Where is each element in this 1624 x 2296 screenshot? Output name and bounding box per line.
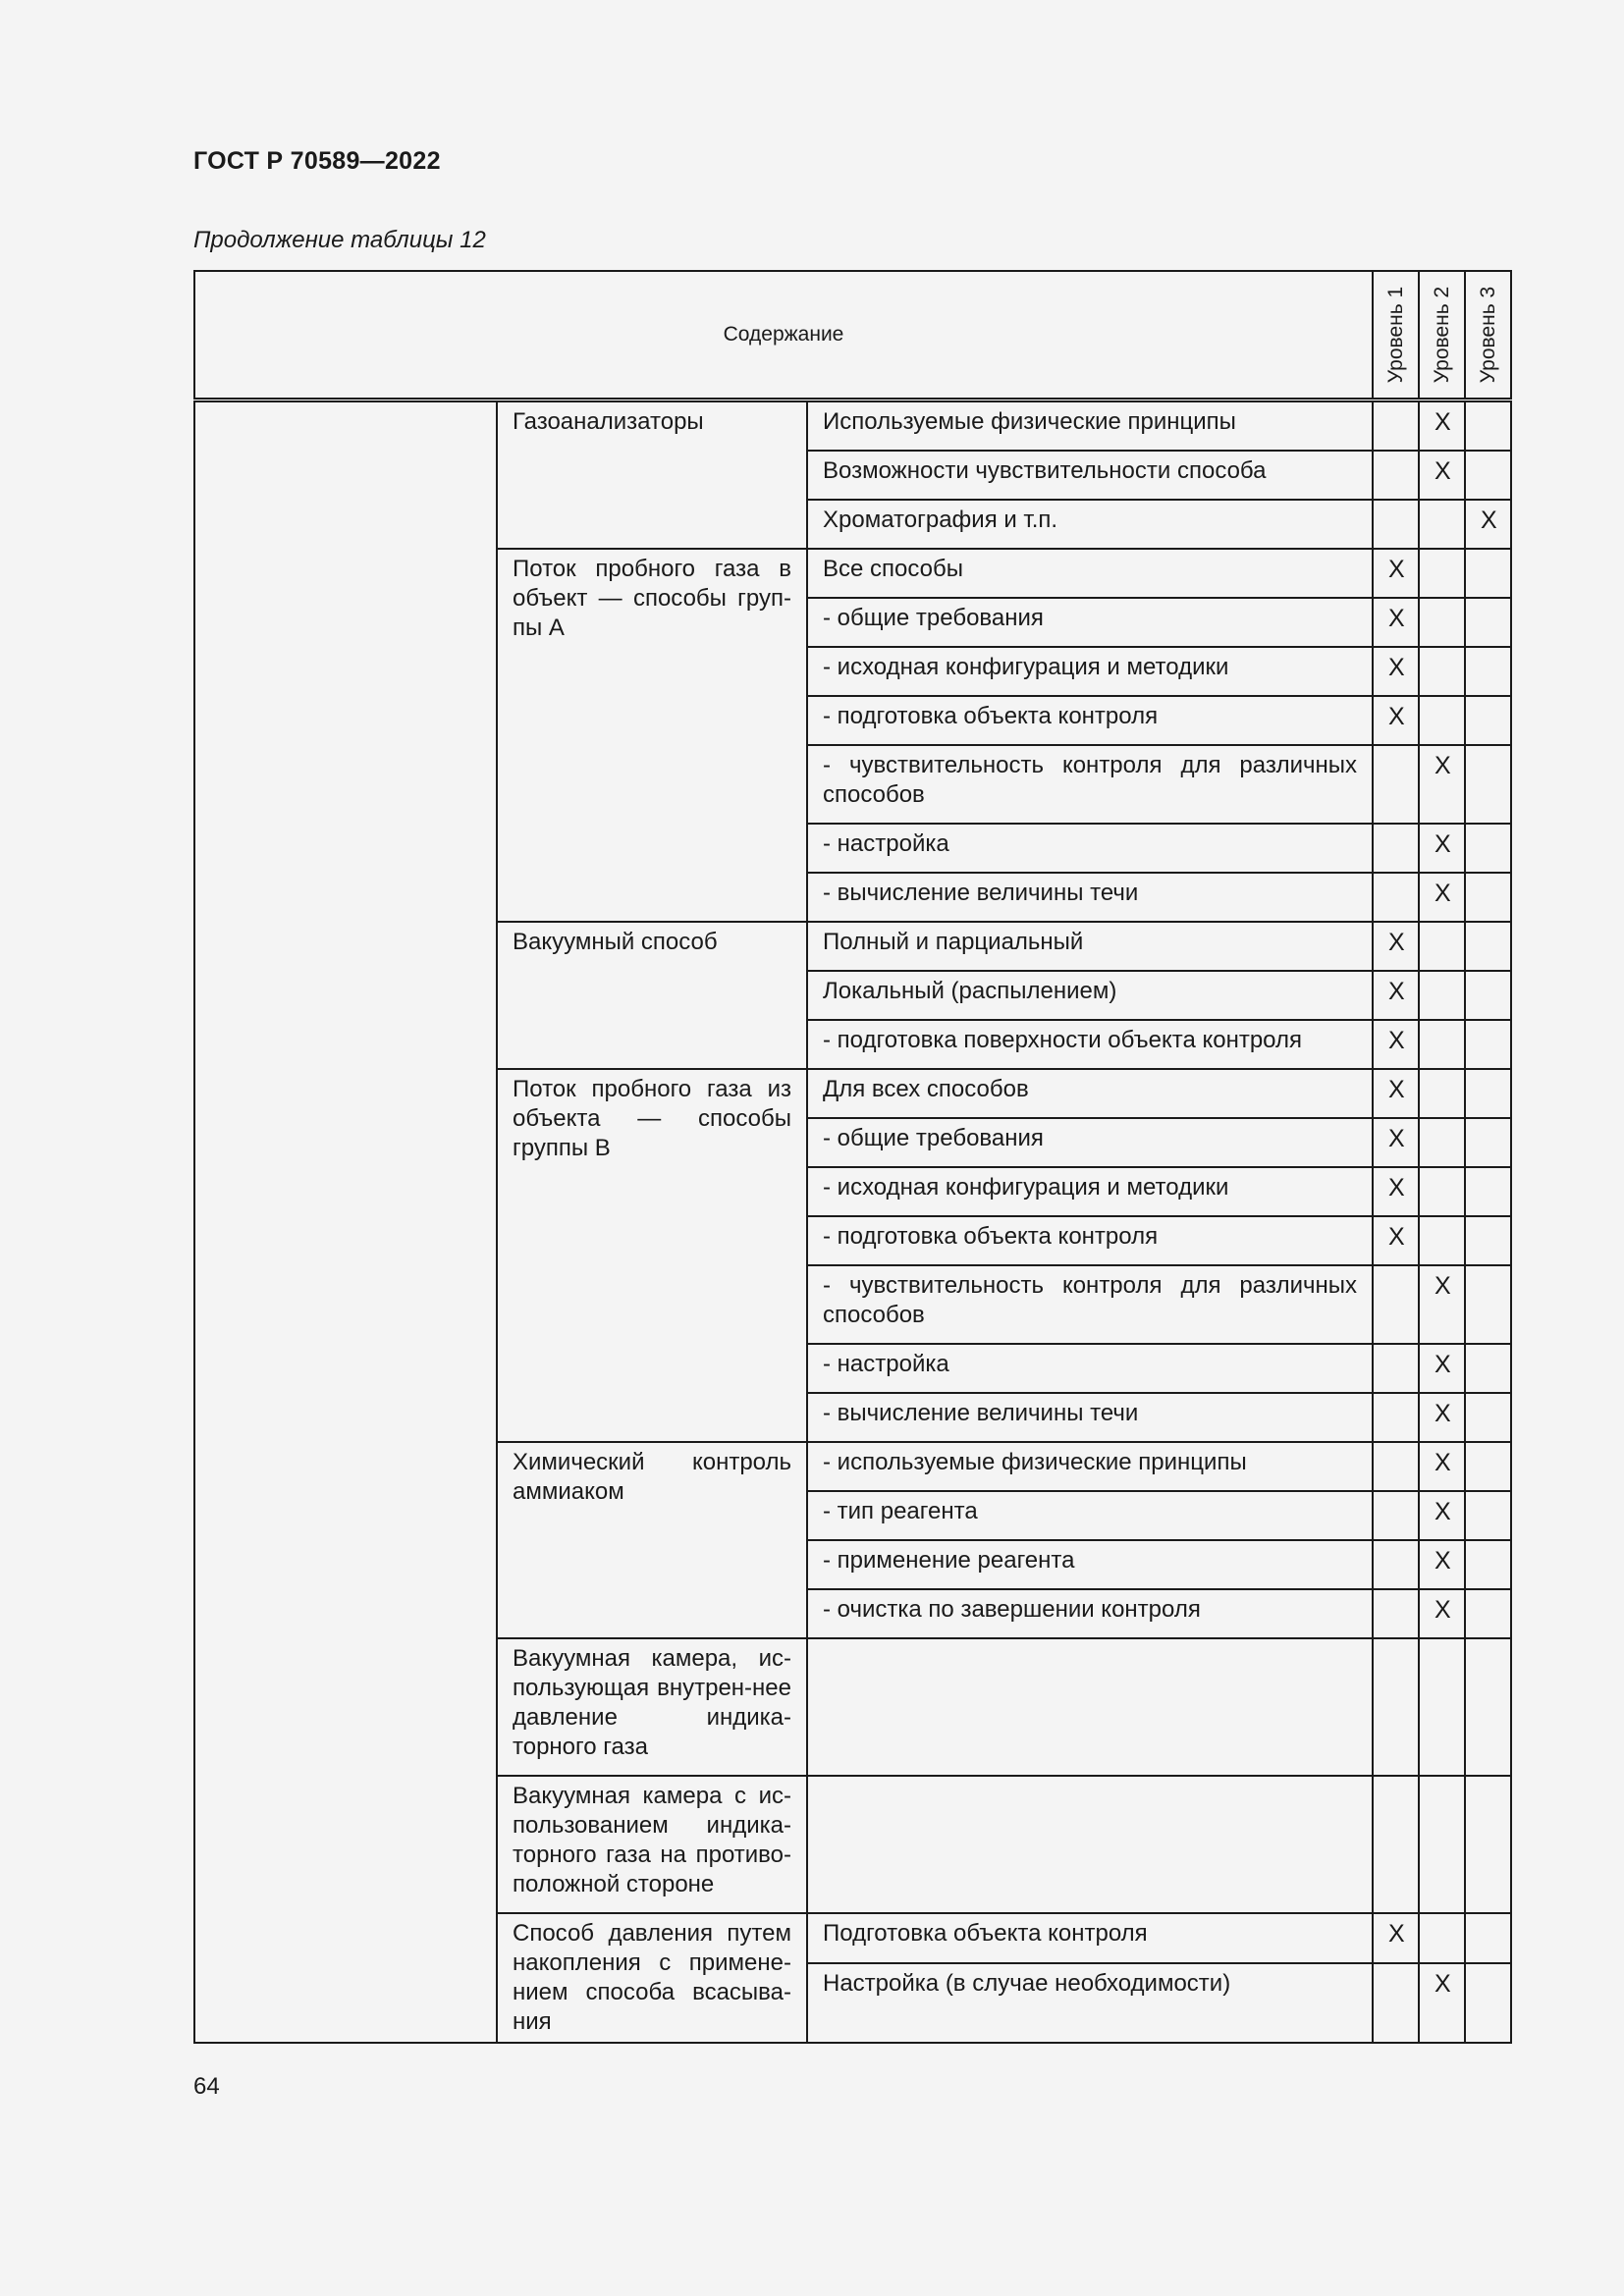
- header-level-2: Уровень 2: [1419, 271, 1465, 400]
- level-2-mark: [1419, 598, 1465, 647]
- level-2-mark: [1419, 1776, 1465, 1913]
- row-text: Используемые физические принципы: [807, 400, 1373, 452]
- level-1-mark: [1373, 1265, 1419, 1344]
- level-2-mark: [1419, 1069, 1465, 1118]
- level-2-mark: [1419, 1216, 1465, 1265]
- level-3-mark: [1465, 922, 1511, 971]
- document-code: ГОСТ Р 70589—2022: [193, 147, 441, 175]
- level-1-mark: X: [1373, 971, 1419, 1020]
- level-1-mark: X: [1373, 696, 1419, 745]
- level-2-mark: [1419, 696, 1465, 745]
- level-3-mark: [1465, 824, 1511, 873]
- level-3-mark: [1465, 400, 1511, 452]
- empty-left-cell: [194, 400, 497, 2044]
- level-3-mark: [1465, 1540, 1511, 1589]
- level-1-mark: X: [1373, 598, 1419, 647]
- level-2-mark: X: [1419, 745, 1465, 824]
- header-level-1: Уровень 1: [1373, 271, 1419, 400]
- table-row: [194, 400, 1511, 452]
- level-3-mark: [1465, 1118, 1511, 1167]
- level-1-mark: [1373, 1963, 1419, 2043]
- level-2-mark: [1419, 1020, 1465, 1069]
- row-text: - вычисление величины течи: [807, 873, 1373, 922]
- row-text: Возможности чувствительности способа: [807, 451, 1373, 500]
- group-label: Поток пробного газа из объекта — способы группы В: [497, 1069, 807, 1442]
- level-2-mark: [1419, 971, 1465, 1020]
- level-3-mark: X: [1465, 500, 1511, 549]
- level-2-mark: [1419, 1913, 1465, 1963]
- level-2-mark: X: [1419, 1491, 1465, 1540]
- level-3-mark: [1465, 1344, 1511, 1393]
- level-1-mark: X: [1373, 1216, 1419, 1265]
- level-3-mark: [1465, 451, 1511, 500]
- row-text: - чувствительность контроля для различных способов: [807, 1265, 1373, 1344]
- level-1-mark: [1373, 824, 1419, 873]
- row-text: - исходная конфигурация и методики: [807, 1167, 1373, 1216]
- level-1-mark: X: [1373, 1118, 1419, 1167]
- level-3-mark: [1465, 1020, 1511, 1069]
- header-row: [194, 271, 1511, 400]
- level-2-mark: X: [1419, 1344, 1465, 1393]
- level-1-mark: [1373, 1393, 1419, 1442]
- level-1-mark: X: [1373, 1069, 1419, 1118]
- row-text: - исходная конфигурация и методики: [807, 647, 1373, 696]
- level-2-mark: X: [1419, 1589, 1465, 1638]
- level-3-mark: [1465, 1963, 1511, 2043]
- row-text: Полный и парциальный: [807, 922, 1373, 971]
- group-label: Вакуумная камера, ис-пользующая внутрен-нее давление индика-торного газа: [497, 1638, 807, 1776]
- page-number: 64: [193, 2073, 220, 2100]
- level-1-mark: X: [1373, 922, 1419, 971]
- level-2-mark: X: [1419, 824, 1465, 873]
- level-1-mark: X: [1373, 1167, 1419, 1216]
- table-caption: Продолжение таблицы 12: [193, 227, 486, 253]
- row-text: - чувствительность контроля для различных способов: [807, 745, 1373, 824]
- level-1-mark: [1373, 1589, 1419, 1638]
- level-2-mark: [1419, 1167, 1465, 1216]
- row-text: Настройка (в случае необходимости): [807, 1963, 1373, 2043]
- row-text: - очистка по завершении контроля: [807, 1589, 1373, 1638]
- level-1-mark: [1373, 873, 1419, 922]
- level-2-mark: [1419, 922, 1465, 971]
- level-2-mark: X: [1419, 1393, 1465, 1442]
- row-text: - используемые физические принципы: [807, 1442, 1373, 1491]
- header-content: Содержание: [194, 271, 1373, 400]
- level-1-mark: X: [1373, 647, 1419, 696]
- level-1-mark: [1373, 400, 1419, 452]
- level-1-mark: X: [1373, 549, 1419, 598]
- level-2-mark: [1419, 1638, 1465, 1776]
- level-3-mark: [1465, 1069, 1511, 1118]
- level-2-mark: X: [1419, 873, 1465, 922]
- level-3-mark: [1465, 745, 1511, 824]
- group-label: Химический контроль аммиаком: [497, 1442, 807, 1638]
- row-text: - подготовка поверхности объекта контроля: [807, 1020, 1373, 1069]
- level-3-mark: [1465, 873, 1511, 922]
- level-3-mark: [1465, 1216, 1511, 1265]
- row-text: [807, 1638, 1373, 1776]
- group-label: Вакуумный способ: [497, 922, 807, 1069]
- row-text: [807, 1776, 1373, 1913]
- level-1-mark: [1373, 1638, 1419, 1776]
- level-2-mark: [1419, 1118, 1465, 1167]
- content-table: [193, 270, 1512, 2044]
- row-text: Все способы: [807, 549, 1373, 598]
- row-text: - настройка: [807, 824, 1373, 873]
- level-2-mark: X: [1419, 1265, 1465, 1344]
- group-label: Вакуумная камера с ис-пользованием индика-торного газа на противо-положной стороне: [497, 1776, 807, 1913]
- level-3-mark: [1465, 1589, 1511, 1638]
- group-label: Способ давления путем накопления с примене-нием способа всасыва-ния: [497, 1913, 807, 2043]
- row-text: - общие требования: [807, 598, 1373, 647]
- level-1-mark: [1373, 451, 1419, 500]
- level-3-mark: [1465, 1776, 1511, 1913]
- level-3-mark: [1465, 1393, 1511, 1442]
- row-text: - настройка: [807, 1344, 1373, 1393]
- level-2-mark: X: [1419, 1442, 1465, 1491]
- row-text: - общие требования: [807, 1118, 1373, 1167]
- row-text: - подготовка объекта контроля: [807, 1216, 1373, 1265]
- row-text: Подготовка объекта контроля: [807, 1913, 1373, 1963]
- level-1-mark: [1373, 1442, 1419, 1491]
- level-2-mark: X: [1419, 1963, 1465, 2043]
- level-1-mark: X: [1373, 1913, 1419, 1963]
- level-3-mark: [1465, 971, 1511, 1020]
- group-label: Поток пробного газа в объект — способы груп-пы А: [497, 549, 807, 922]
- level-2-mark: [1419, 647, 1465, 696]
- level-1-mark: [1373, 1344, 1419, 1393]
- level-3-mark: [1465, 1167, 1511, 1216]
- row-text: Хроматография и т.п.: [807, 500, 1373, 549]
- level-2-mark: X: [1419, 400, 1465, 452]
- row-text: Локальный (распылением): [807, 971, 1373, 1020]
- row-text: - применение реагента: [807, 1540, 1373, 1589]
- level-3-mark: [1465, 1491, 1511, 1540]
- level-3-mark: [1465, 696, 1511, 745]
- level-3-mark: [1465, 1638, 1511, 1776]
- row-text: - тип реагента: [807, 1491, 1373, 1540]
- level-3-mark: [1465, 1442, 1511, 1491]
- level-1-mark: [1373, 745, 1419, 824]
- group-label: Газоанализаторы: [497, 400, 807, 550]
- level-2-mark: X: [1419, 1540, 1465, 1589]
- level-3-mark: [1465, 598, 1511, 647]
- row-text: - вычисление величины течи: [807, 1393, 1373, 1442]
- level-2-mark: [1419, 549, 1465, 598]
- level-1-mark: [1373, 1776, 1419, 1913]
- level-2-mark: [1419, 500, 1465, 549]
- level-3-mark: [1465, 647, 1511, 696]
- level-2-mark: X: [1419, 451, 1465, 500]
- level-1-mark: [1373, 1491, 1419, 1540]
- header-level-3: Уровень 3: [1465, 271, 1511, 400]
- row-text: Для всех способов: [807, 1069, 1373, 1118]
- level-3-mark: [1465, 1265, 1511, 1344]
- level-3-mark: [1465, 549, 1511, 598]
- level-1-mark: X: [1373, 1020, 1419, 1069]
- row-text: - подготовка объекта контроля: [807, 696, 1373, 745]
- level-1-mark: [1373, 1540, 1419, 1589]
- level-1-mark: [1373, 500, 1419, 549]
- level-3-mark: [1465, 1913, 1511, 1963]
